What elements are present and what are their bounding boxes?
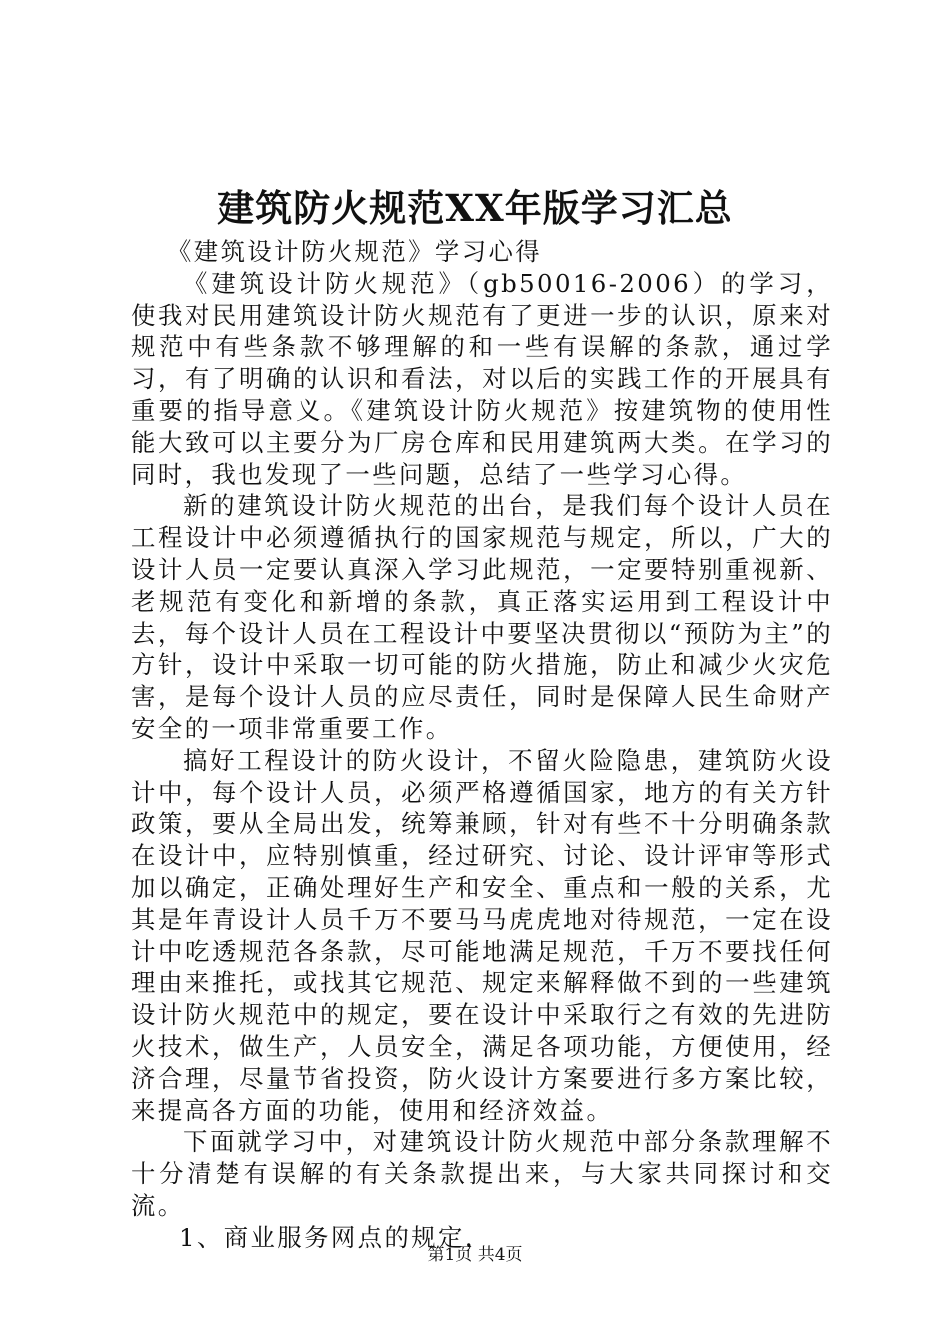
list-item-commercial: 1、商业服务网点的规定， xyxy=(179,1222,492,1252)
paragraph-fire-design: 搞好工程设计的防火设计，不留火险隐患，建筑防火设计中，每个设计人员，必须严格遵循国家，地方的有关方针政策，要从全局出发，统筹兼顾，针对有些不十分明确条款在设计中，应特别慎重，经过研究、讨论、设计评审等形式加以确定，正确处理好生产和安全、重点和一般的关系，尤其是年青设计人员千万不要马马虎虎地对待规范，一定在设计中吃透规范各条款，尽可能地满足规范，千万不要找任何理由来推托，或找其它规范、规定来解释做不到的一些建筑设计防火规范中的规定，要在设计中采取行之有效的先进防火技术，做生产，人员安全，满足各项功能，方便使用，经济合理，尽量节省投资，防火设计方案要进行多方案比较，来提高各方面的功能，使用和经济效益。 xyxy=(131,745,833,1125)
paragraph-intro: 《建筑设计防火规范》（gb50016-2006）的学习，使我对民用建筑设计防火规范有了更进一步的认识，原来对规范中有些条款不够理解的和一些有误解的条款，通过学习，有了明确的认识和看法，对以后的实践工作的开展具有重要的指导意义。《建筑设计防火规范》按建筑物的使用性能大致可以主要分为厂房仓库和民用建筑两大类。在学习的同时，我也发现了一些问题，总结了一些学习心得。 xyxy=(131,268,833,489)
section-heading: 《建筑设计防火规范》学习心得 xyxy=(167,237,543,266)
document-body xyxy=(131,236,833,1254)
paragraph-discussion: 下面就学习中，对建筑设计防火规范中部分条款理解不十分清楚有误解的有关条款提出来，与大家共同探讨和交流。 xyxy=(131,1127,833,1220)
page-footer: 第1页 共4页 xyxy=(427,1245,523,1265)
document-title: 建筑防火规范XX年版学习汇总 xyxy=(217,186,733,230)
paragraph-new-code: 新的建筑设计防火规范的出台，是我们每个设计人员在工程设计中必须遵循执行的国家规范与规定，所以，广大的设计人员一定要认真深入学习此规范，一定要特别重视新、老规范有变化和新增的条款，真正落实运用到工程设计中去，每个设计人员在工程设计中要坚决贯彻以“预防为主”的方针，设计中采取一切可能的防火措施，防止和减少火灾危害，是每个设计人员的应尽责任，同时是保障人民生命财产安全的一项非常重要工作。 xyxy=(131,491,833,743)
